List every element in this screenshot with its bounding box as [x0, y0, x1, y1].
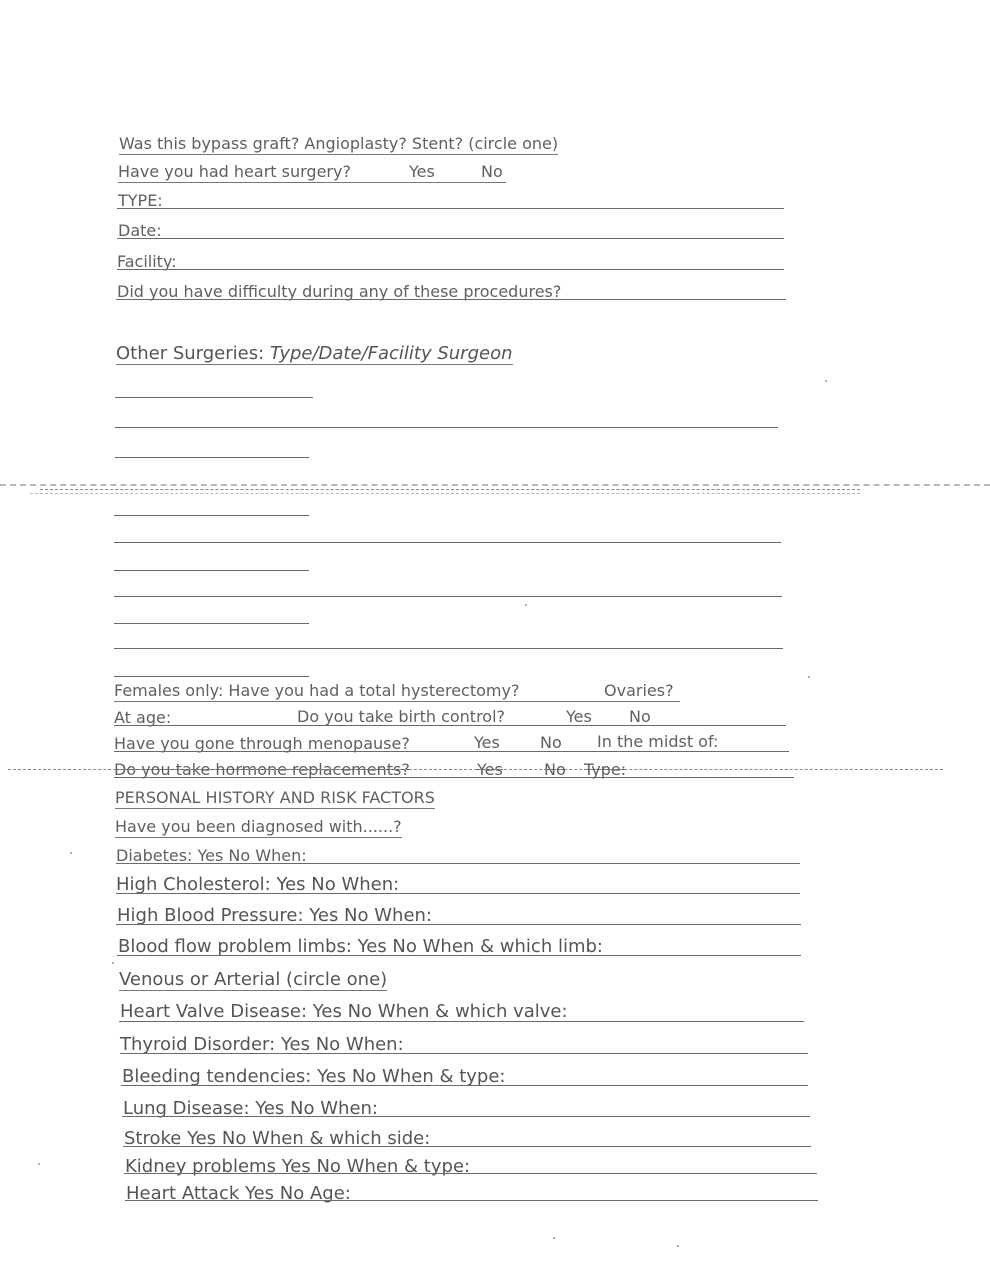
surgery-line-long-3[interactable] — [114, 596, 782, 597]
difficulty-question: Did you have difficulty during any of these procedures? — [117, 282, 562, 301]
surgery-line-long-4[interactable] — [114, 648, 783, 649]
scan-artifact-line — [8, 769, 943, 770]
type-label: TYPE: — [118, 191, 163, 210]
surgery-line-short-5[interactable] — [114, 623, 309, 624]
scan-speck — [70, 852, 72, 854]
menopause-question: Have you gone through menopause? — [114, 734, 410, 753]
surgery-line-short-3[interactable] — [114, 515, 309, 516]
type-answer-line[interactable] — [117, 208, 784, 209]
surgery-line-long-1[interactable] — [115, 427, 778, 428]
cholesterol-answer-line[interactable] — [116, 893, 800, 894]
hormone-yes-option[interactable]: Yes — [477, 760, 503, 779]
heart-surgery-question-text: Have you had heart surgery? — [118, 162, 351, 181]
scan-speck — [112, 962, 114, 964]
menopause-no-option[interactable]: No — [540, 733, 562, 752]
scan-speck — [677, 1245, 679, 1247]
heart-valve-answer-line[interactable] — [119, 1021, 804, 1022]
hormone-no-option[interactable]: No — [544, 760, 566, 779]
history-item-bleeding: Bleeding tendencies: Yes No When & type: — [122, 1066, 506, 1087]
facility-answer-line[interactable] — [117, 269, 784, 270]
history-item-kidney: Kidney problems Yes No When & type: — [125, 1156, 471, 1177]
hysterectomy-question — [114, 681, 680, 702]
history-item-heart-attack: Heart Attack Yes No Age: — [126, 1183, 351, 1204]
bypass-question: Was this bypass graft? Angioplasty? Stent? (circle one) — [119, 134, 559, 153]
other-surgeries-italic-label: Type/Date/Facility Surgeon — [269, 343, 513, 364]
history-item-blood-flow: Blood flow problem limbs: Yes No When & which limb: — [118, 936, 603, 957]
hormone-type-label: Type: — [584, 760, 627, 779]
scan-artifact-band — [0, 484, 990, 486]
personal-history-subheading: Have you been diagnosed with......? — [115, 817, 402, 836]
scan-artifact-band-2 — [40, 489, 860, 490]
menopause-yes-option[interactable]: Yes — [474, 733, 500, 752]
scan-speck — [38, 1163, 40, 1165]
scan-artifact-band-3 — [30, 493, 860, 494]
surgery-line-short-1[interactable] — [115, 397, 313, 398]
heart-surgery-yes-option[interactable]: Yes — [409, 162, 435, 181]
other-surgeries-label: Other Surgeries: — [116, 343, 270, 364]
history-item-thyroid: Thyroid Disorder: Yes No When: — [120, 1034, 404, 1055]
kidney-answer-line[interactable] — [124, 1173, 817, 1174]
personal-history-heading: PERSONAL HISTORY AND RISK FACTORS — [115, 788, 435, 807]
other-surgeries-heading — [116, 344, 513, 365]
hormone-answer-line[interactable] — [114, 777, 794, 778]
heart-surgery-no-option[interactable]: No — [481, 162, 503, 181]
stroke-answer-line[interactable] — [123, 1146, 811, 1147]
history-item-heart-valve: Heart Valve Disease: Yes No When & which valve: — [120, 1001, 568, 1022]
at-age-answer-line[interactable] — [114, 725, 786, 726]
surgery-line-short-4[interactable] — [114, 570, 309, 571]
at-age-label: At age: — [114, 708, 172, 727]
menopause-in-midst-option[interactable]: In the midst of: — [597, 732, 719, 751]
heart-surgery-question — [118, 162, 506, 183]
history-item-stroke: Stroke Yes No When & which side: — [124, 1128, 431, 1149]
date-answer-line[interactable] — [117, 238, 784, 239]
lung-answer-line[interactable] — [122, 1116, 810, 1117]
blood-flow-answer-line[interactable] — [117, 955, 801, 956]
history-item-diabetes: Diabetes: Yes No When: — [116, 846, 307, 865]
thyroid-answer-line[interactable] — [120, 1053, 808, 1054]
hormone-question: Do you take hormone replacements? — [114, 760, 410, 779]
difficulty-answer-line[interactable] — [116, 299, 786, 300]
facility-label: Facility: — [117, 252, 177, 271]
history-item-lung: Lung Disease: Yes No When: — [123, 1098, 378, 1119]
history-item-blood-pressure: High Blood Pressure: Yes No When: — [117, 905, 432, 926]
surgery-line-short-2[interactable] — [115, 457, 309, 458]
hysterectomy-question-text: Females only: Have you had a total hysterectomy? — [114, 681, 520, 700]
date-label: Date: — [118, 221, 162, 240]
bleeding-answer-line[interactable] — [121, 1085, 808, 1086]
surgery-line-long-2[interactable] — [114, 542, 781, 543]
birth-control-yes-option[interactable]: Yes — [566, 707, 592, 726]
history-item-cholesterol: High Cholesterol: Yes No When: — [116, 874, 400, 895]
birth-control-no-option[interactable]: No — [629, 707, 651, 726]
scan-speck — [553, 1237, 555, 1239]
diabetes-answer-line[interactable] — [116, 863, 800, 864]
history-item-venous-arterial[interactable]: Venous or Arterial (circle one) — [119, 969, 388, 990]
heart-attack-answer-line[interactable] — [125, 1200, 818, 1201]
surgery-line-short-6[interactable] — [114, 676, 309, 677]
menopause-answer-line[interactable] — [114, 751, 789, 752]
scan-speck — [525, 604, 527, 606]
ovaries-option[interactable]: Ovaries? — [604, 681, 674, 700]
blood-pressure-answer-line[interactable] — [116, 924, 801, 925]
scan-speck — [825, 380, 827, 382]
birth-control-question: Do you take birth control? — [297, 707, 506, 726]
scan-speck — [808, 676, 810, 678]
